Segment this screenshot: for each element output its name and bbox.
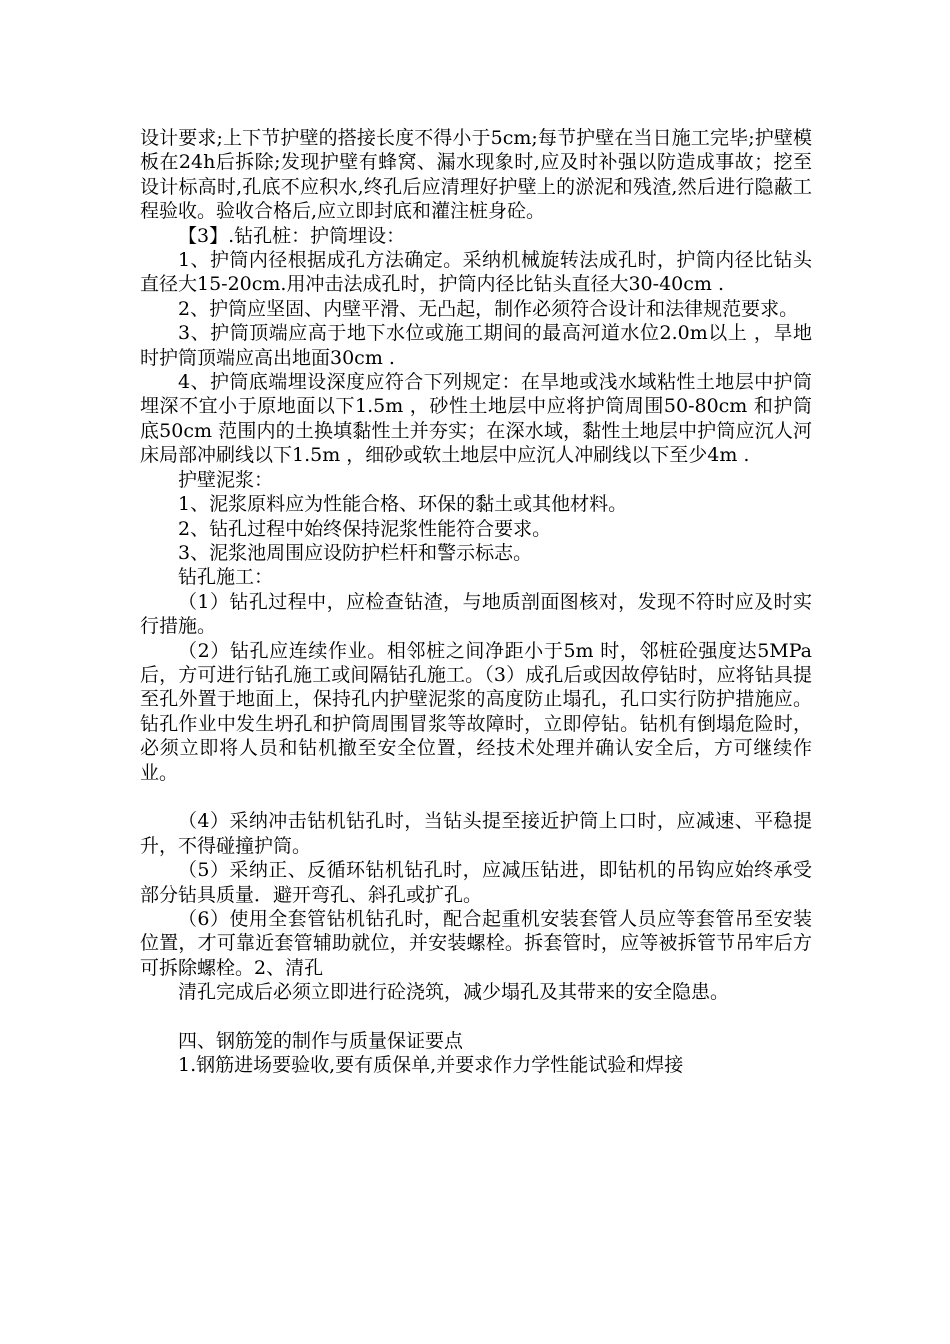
document-page [140,126,819,1078]
paragraph-rebar-acceptance: 1.钢筋进场要验收,要有质保单,并要求作力学性能试验和焊接 [178,1054,684,1077]
paragraph-design-requirements: 设计要求;上下节护壁的搭接长度不得小于5cm;每节护壁在当日施工完毕;护壁模板在24h后拆除;发现护壁有蜂窝、漏水现象时,应及时补强以防造成事故；挖至设计标高时,孔底不应积水,终孔后应清理好护壁上的淤泥和残渣,然后进行隐蔽工程验收。验收合格后,应立即封底和灌注桩身砼。 [140,127,812,223]
paragraph-slurry-performance: 2、钻孔过程中始终保持泥浆性能符合要求。 [178,517,552,540]
paragraph-casing-bottom-depth: 4、护筒底端埋设深度应符合下列规定：在旱地或浅水域粘性土地层中护筒埋深不宜小于原地面以下1.5m ，砂性土地层中应将护筒周围50-80cm 和护筒底50cm 范围内的土换填黏性土并夯实；在深水域，黏性土地层中护筒应沉人河床局部冲刷线以下1.5m ，细砂或软土地层中应沉人冲刷线以下至少4m . [140,371,812,467]
paragraph-casing-top: 3、护筒顶端应高于地下水位或施工期间的最高河道水位2.0m以上 ，旱地时护筒顶端应高出地面30cm . [140,322,812,369]
paragraph-drilling-item-6: （6）使用全套管钻机钻孔时，配合起重机安装套管人员应等套管吊至安装位置，才可靠近套管辅助就位，并安装螺栓。拆套管时，应等被拆管节吊牢后方可拆除螺栓。2、清孔 [140,907,812,979]
blank-line [140,1005,812,1029]
paragraph-drilling-item-2-3: （2）钻孔应连续作业。相邻桩之间净距小于5m 时，邻桩砼强度达5MPa 后，方可进行钻孔施工或间隔钻孔施工。（3）成孔后或因故停钻时，应将钻具提至孔外置于地面上，保持孔内护壁泥浆的高度防止塌孔，孔口实行防护措施应。钻孔作业中发生坍孔和护筒周围冒浆等故障时，立即停钻。钻机有倒塌危险时，必须立即将人员和钻机撤至安全位置，经技术处理并确认安全后，方可继续作业。 [140,639,819,784]
paragraph-drilling-item-1: （1）钻孔过程中，应检查钻渣，与地质剖面图核对，发现不符时应及时实行措施。 [140,590,812,638]
paragraph-slurry-material: 1、泥浆原料应为性能合格、环保的黏土或其他材料。 [178,493,628,516]
paragraph-casing-sturdy: 2、护筒应坚固、内壁平滑、无凸起，制作必须符合设计和法律规范要求。 [178,297,799,320]
paragraph-drilling-item-4: （4）采纳冲击钻机钻孔时，当钻头提至接近护筒上口时，应减速、平稳提升，不得碰撞护筒。 [140,810,812,857]
subheading-drilling: 钻孔施工： [178,566,274,589]
paragraph-drilling-item-5: （5）采纳正、反循环钻机钻孔时，应减压钻进，即钻机的吊钩应始终承受部分钻具质量．避开弯孔、斜孔或扩孔。 [140,859,812,906]
paragraph-hole-cleaning: 清孔完成后必须立即进行砼浇筑，减少塌孔及其带来的安全隐患。 [178,981,730,1004]
paragraph-slurry-pit-guard: 3、泥浆池周围应设防护栏杆和警示标志。 [178,541,533,564]
section-heading-bored-pile: 【3】.钻孔桩：护筒埋设： [178,224,406,247]
section-heading-rebar-cage: 四、钢筋笼的制作与质量保证要点 [178,1030,464,1052]
blank-line [140,785,812,809]
paragraph-casing-inner-diameter: 1、护筒内径根据成孔方法确定。采纳机械旋转法成孔时，护筒内径比钻头直径大15-20cm.用冲击法成孔时，护筒内径比钻头直径大30-40cm . [140,249,812,296]
subheading-slurry: 护壁泥浆： [178,468,274,491]
